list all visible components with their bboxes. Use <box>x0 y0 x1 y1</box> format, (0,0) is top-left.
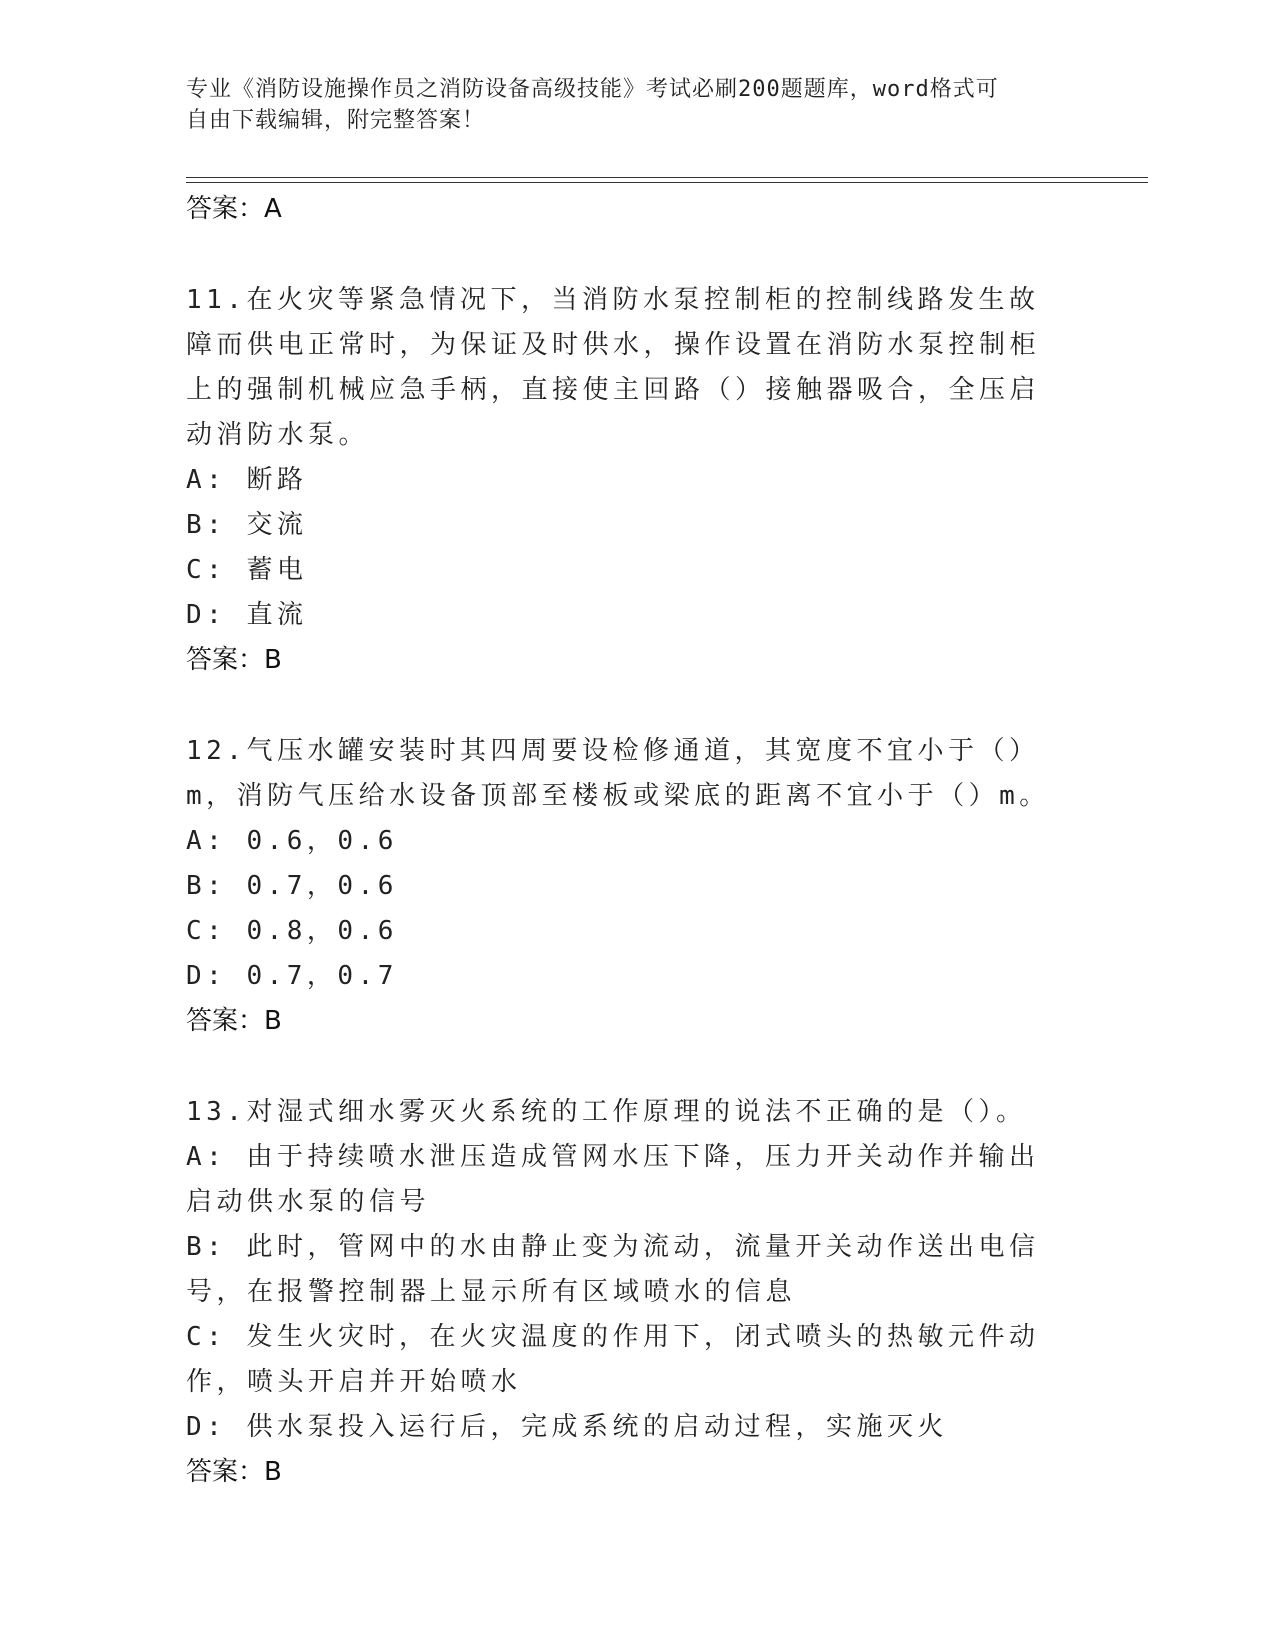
option-c: C: 蓄电 <box>186 555 308 585</box>
question-list <box>186 187 1066 1495</box>
answer-line: 答案：B <box>186 1006 282 1036</box>
header-divider-top <box>186 177 1148 178</box>
option-d: D: 直流 <box>186 600 308 630</box>
answer-line: 答案：B <box>186 645 282 675</box>
question-stem: 13.对湿式细水雾灭火系统的工作原理的说法不正确的是（）。 <box>186 1097 1027 1127</box>
question-12 <box>186 729 1066 1044</box>
previous-answer: 答案：A <box>186 194 282 224</box>
option-c: C: 0.8，0.6 <box>186 916 398 946</box>
question-stem: 12.气压水罐安装时其四周要设检修通道，其宽度不宜小于（）m，消防气压给水设备顶部至楼板或梁底的距离不宜小于（）m。 <box>186 736 1050 811</box>
option-b: B: 交流 <box>186 510 308 540</box>
option-d: D: 供水泵投入运行后，完成系统的启动过程，实施灭火 <box>186 1412 948 1442</box>
question-11 <box>186 278 1066 683</box>
option-a: A: 0.6，0.6 <box>186 826 398 856</box>
option-a: A: 断路 <box>186 465 308 495</box>
option-b: B: 此时，管网中的水由静止变为流动，流量开关动作送出电信号，在报警控制器上显示所有区域喷水的信息 <box>186 1232 1040 1307</box>
option-a: A: 由于持续喷水泄压造成管网水压下降，压力开关动作并输出启动供水泵的信号 <box>186 1142 1040 1217</box>
answer-line: 答案：B <box>186 1457 282 1487</box>
header-line-1: 专业《消防设施操作员之消防设备高级技能》考试必刷200题题库，word格式可 <box>186 77 999 102</box>
option-d: D: 0.7，0.7 <box>186 961 398 991</box>
header-divider-bottom <box>186 182 1148 183</box>
option-b: B: 0.7，0.6 <box>186 871 398 901</box>
document-header <box>186 74 1066 136</box>
question-13 <box>186 1090 1066 1495</box>
option-c: C: 发生火灾时，在火灾温度的作用下，闭式喷头的热敏元件动作，喷头开启并开始喷水 <box>186 1322 1040 1397</box>
header-line-2: 自由下载编辑，附完整答案！ <box>186 108 486 133</box>
question-stem: 11.在火灾等紧急情况下，当消防水泵控制柜的控制线路发生故障而供电正常时，为保证及时供水，操作设置在消防水泵控制柜上的强制机械应急手柄，直接使主回路（）接触器吸合，全压启动消防水泵。 <box>186 285 1041 450</box>
